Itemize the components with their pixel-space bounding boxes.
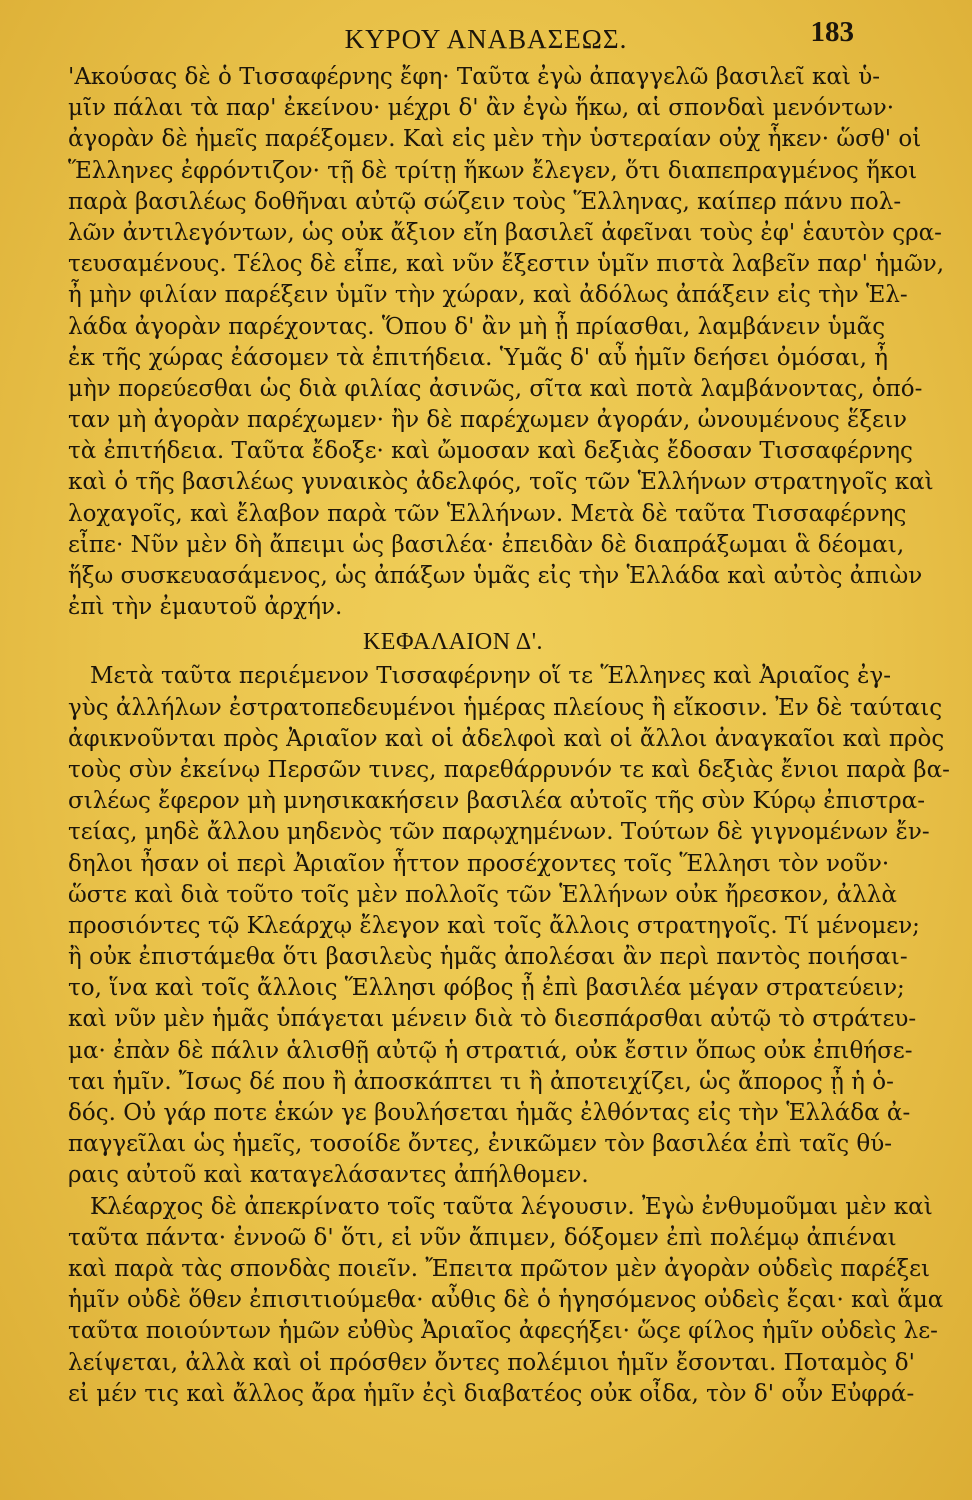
text-line: δός. Οὐ γάρ ποτε ἑκών γε βουλήσεται ἡμᾶς ἐλθόντας εἰς τὴν Ἑλλάδα ἀ- [68,1100,911,1126]
text-line: ἐκ τῆς χώρας ἐάσομεν τὰ ἐπιτήδεια. Ὑμᾶς δ' αὖ ἡμῖν δεήσει ὀμόσαι, ἦ [68,344,889,371]
text-line: καὶ νῦν μὲν ἡμᾶς ὑπάγεται μένειν διὰ τὸ διεσπάρσθαι αὐτῷ τὸ στράτευ- [68,1006,917,1033]
text-line: προσιόντες τῷ Κλεάρχῳ ἔλεγον καὶ τοῖς ἄλλοις στρατηγοῖς. Τί μένομεν; [68,912,920,939]
text-line: δηλοι ἦσαν οἱ περὶ Ἀριαῖον ἧττον προσέχοντες τοῖς Ἕλλησι τὸν νοῦν· [68,850,890,877]
text-line: ἦ μὴν φιλίαν παρέξειν ὑμῖν τὴν χώραν, καὶ ἀδόλως ἀπάξειν εἰς τὴν Ἑλ- [68,282,908,309]
text-line: λείψεται, ἀλλὰ καὶ οἱ πρόσθεν ὄντες πολέμιοι ἡμῖν ἔσονται. Ποταμὸς δ' [68,1349,915,1376]
text-line: Μετὰ ταῦτα περιέμενον Τισσαφέρνην οἵ τε Ἕλληνες καὶ Ἀριαῖος ἐγ- [90,663,891,690]
paragraph-3 [68,1192,944,1410]
text-line: λάδα ἀγορὰν παρέχοντας. Ὅπου δ' ἂν μὴ ᾖ πρίασθαι, λαμβάνειν ὑμᾶς [68,313,886,340]
text-line: ταν μὴ ἀγορὰν παρέχωμεν· ἢν δὲ παρέχωμεν ἀγοράν, ὠνουμένους ἕξειν [68,407,907,434]
text-line: Κλέαρχος δὲ ἀπεκρίνατο τοῖς ταῦτα λέγουσιν. Ἐγὼ ἐνθυμοῦμαι μὲν καὶ [90,1193,933,1220]
text-line: ὥστε καὶ διὰ τοῦτο τοῖς μὲν πολλοῖς τῶν Ἑλλήνων οὐκ ἤρεσκον, ἀλλὰ [68,881,897,908]
text-line: ἡμῖν οὐδὲ ὅθεν ἐπισιτιούμεθα· αὖθις δὲ ὁ ἡγησόμενος οὐδεὶς ἔςαι· καὶ ἅμα [68,1287,944,1314]
chapter-heading: ΚΕΦΑΛΑΙΟΝ Δ'. [362,629,544,656]
text-line: εἰ μέν τις καὶ ἄλλος ἄρα ἡμῖν ἐςὶ διαβατέος οὐκ οἶδα, τὸν δ' οὖν Εὐφρά- [68,1380,915,1407]
text-line: ταῦτα ποιούντων ἡμῶν εὐθὺς Ἀριαῖος ἀφεςήξει· ὥςε φίλος ἡμῖν οὐδεὶς λε- [68,1318,938,1345]
text-line: λοχαγοῖς, καὶ ἔλαβον παρὰ τῶν Ἑλλήνων. Μετὰ δὲ ταῦτα Τισσαφέρνης [68,500,907,527]
running-title: ΚΥΡΟΥ ΑΝΑΒΑΣΕΩΣ. [344,24,628,54]
text-line: σιλέως ἔφερον μὴ μνησικακήσειν βασιλέα αὐτοῖς τῆς σὺν Κύρῳ ἐπιστρα- [68,788,925,815]
paragraph-1 [68,62,944,623]
text-line: ἀφικνοῦνται πρὸς Ἀριαῖον καὶ οἱ ἀδελφοὶ καὶ οἱ ἄλλοι ἀναγκαῖοι καὶ πρὸς [68,725,945,752]
text-line: ταῦτα πάντα· ἐννοῶ δ' ὅτι, εἰ νῦν ἄπιμεν, δόξομεν ἐπὶ πολέμῳ ἀπιέναι [68,1224,897,1251]
text-line: ται ἡμῖν. Ἴσως δέ που ἢ ἀποσκάπτει τι ἢ ἀποτειχίζει, ὡς ἄπορος ᾖ ἡ ὁ- [68,1068,894,1095]
text-line: μα· ἐπὰν δὲ πάλιν ἁλισθῇ αὐτῷ ἡ στρατιά, οὐκ ἔστιν ὅπως οὐκ ἐπιθήσε- [68,1037,913,1064]
running-head [0,16,972,60]
text-line: ἐπὶ τὴν ἐμαυτοῦ ἀρχήν. [68,594,343,621]
text-line: τευσαμένους. Τέλος δὲ εἶπε, καὶ νῦν ἔξεστιν ὑμῖν πιστὰ λαβεῖν παρ' ἡμῶν, [68,251,944,278]
text-line: 'Ακούσας δὲ ὁ Τισσαφέρνης ἔφη· Ταῦτα ἐγὼ ἀπαγγελῶ βασιλεῖ καὶ ὑ- [68,64,881,90]
text-line: ἥξω συσκευασάμενος, ὡς ἀπάξων ὑμᾶς εἰς τὴν Ἑλλάδα καὶ αὐτὸς ἀπιὼν [68,563,923,589]
text-line: μὴν πορεύεσθαι ὡς διὰ φιλίας ἀσινῶς, σῖτα καὶ ποτὰ λαμβάνοντας, ὁπό- [68,375,923,402]
text-line: παγγεῖλαι ὡς ἡμεῖς, τοσοίδε ὄντες, ἐνικῶμεν τὸν βασιλέα ἐπὶ ταῖς θύ- [68,1131,893,1158]
text-line: το, ἵνα καὶ τοῖς ἄλλοις Ἕλλησι φόβος ᾖ ἐπὶ βασιλέα μέγαν στρατεύειν; [68,975,905,1002]
text-line: τείας, μηδὲ ἄλλου μηδενὸς τῶν παρῳχημένων. Τούτων δὲ γιγνομένων ἔν- [68,819,930,846]
text-line: καὶ παρὰ τὰς σπονδὰς ποιεῖν. Ἔπειτα πρῶτον μὲν ἀγορὰν οὐδεὶς παρέξει [68,1255,931,1282]
text-line: τοὺς σὺν ἐκείνῳ Περσῶν τινες, παρεθάρρυνόν τε καὶ δεξιὰς ἔνιοι παρὰ βα- [68,756,950,783]
text-line: μῖν πάλαι τὰ παρ' ἐκείνου· μέχρι δ' ἂν ἐγὼ ἥκω, αἱ σπονδαὶ μενόντων· [68,95,895,122]
text-line: εἶπε· Νῦν μὲν δὴ ἄπειμι ὡς βασιλέα· ἐπειδὰν δὲ διαπράξωμαι ἃ δέομαι, [68,531,905,558]
text-line: καὶ ὁ τῆς βασιλέως γυναικὸς ἀδελφός, τοῖς τῶν Ἑλλήνων στρατηγοῖς καὶ [68,469,934,496]
text-line: γὺς ἀλλήλων ἐστρατοπεδευμένοι ἡμέρας πλείους ἢ εἴκοσιν. Ἐν δὲ ταύταις [68,694,943,721]
page-number: 183 [810,16,854,48]
text-line: ἢ οὐκ ἐπιστάμεθα ὅτι βασιλεὺς ἡμᾶς ἀπολέσαι ἂν περὶ παντὸς ποιήσαι- [68,944,908,971]
text-line: τὰ ἐπιτήδεια. Ταῦτα ἔδοξε· καὶ ὤμοσαν καὶ δεξιὰς ἔδοσαν Τισσαφέρνης [68,438,913,465]
text-line: λῶν ἀντιλεγόντων, ὡς οὐκ ἄξιον εἴη βασιλεῖ ἀφεῖναι τοὺς ἐφ' ἑαυτὸν ςρα- [68,219,942,246]
text-line: παρὰ βασιλέως δοθῆναι αὐτῷ σώζειν τοὺς Ἕλληνας, καίπερ πάνυ πολ- [68,188,902,215]
text-line: ραις αὐτοῦ καὶ καταγελάσαντες ἀπήλθομεν. [68,1162,589,1189]
paragraph-2 [68,661,950,1191]
text-line: ἀγορὰν δὲ ἡμεῖς παρέξομεν. Καὶ εἰς μὲν τὴν ὑστεραίαν οὐχ ἧκεν· ὥσθ' οἱ [68,126,922,153]
body-text [68,62,950,1410]
text-line: Ἕλληνες ἐφρόντιζον· τῇ δὲ τρίτῃ ἥκων ἔλεγεν, ὅτι διαπεπραγμένος ἥκοι [68,157,918,184]
